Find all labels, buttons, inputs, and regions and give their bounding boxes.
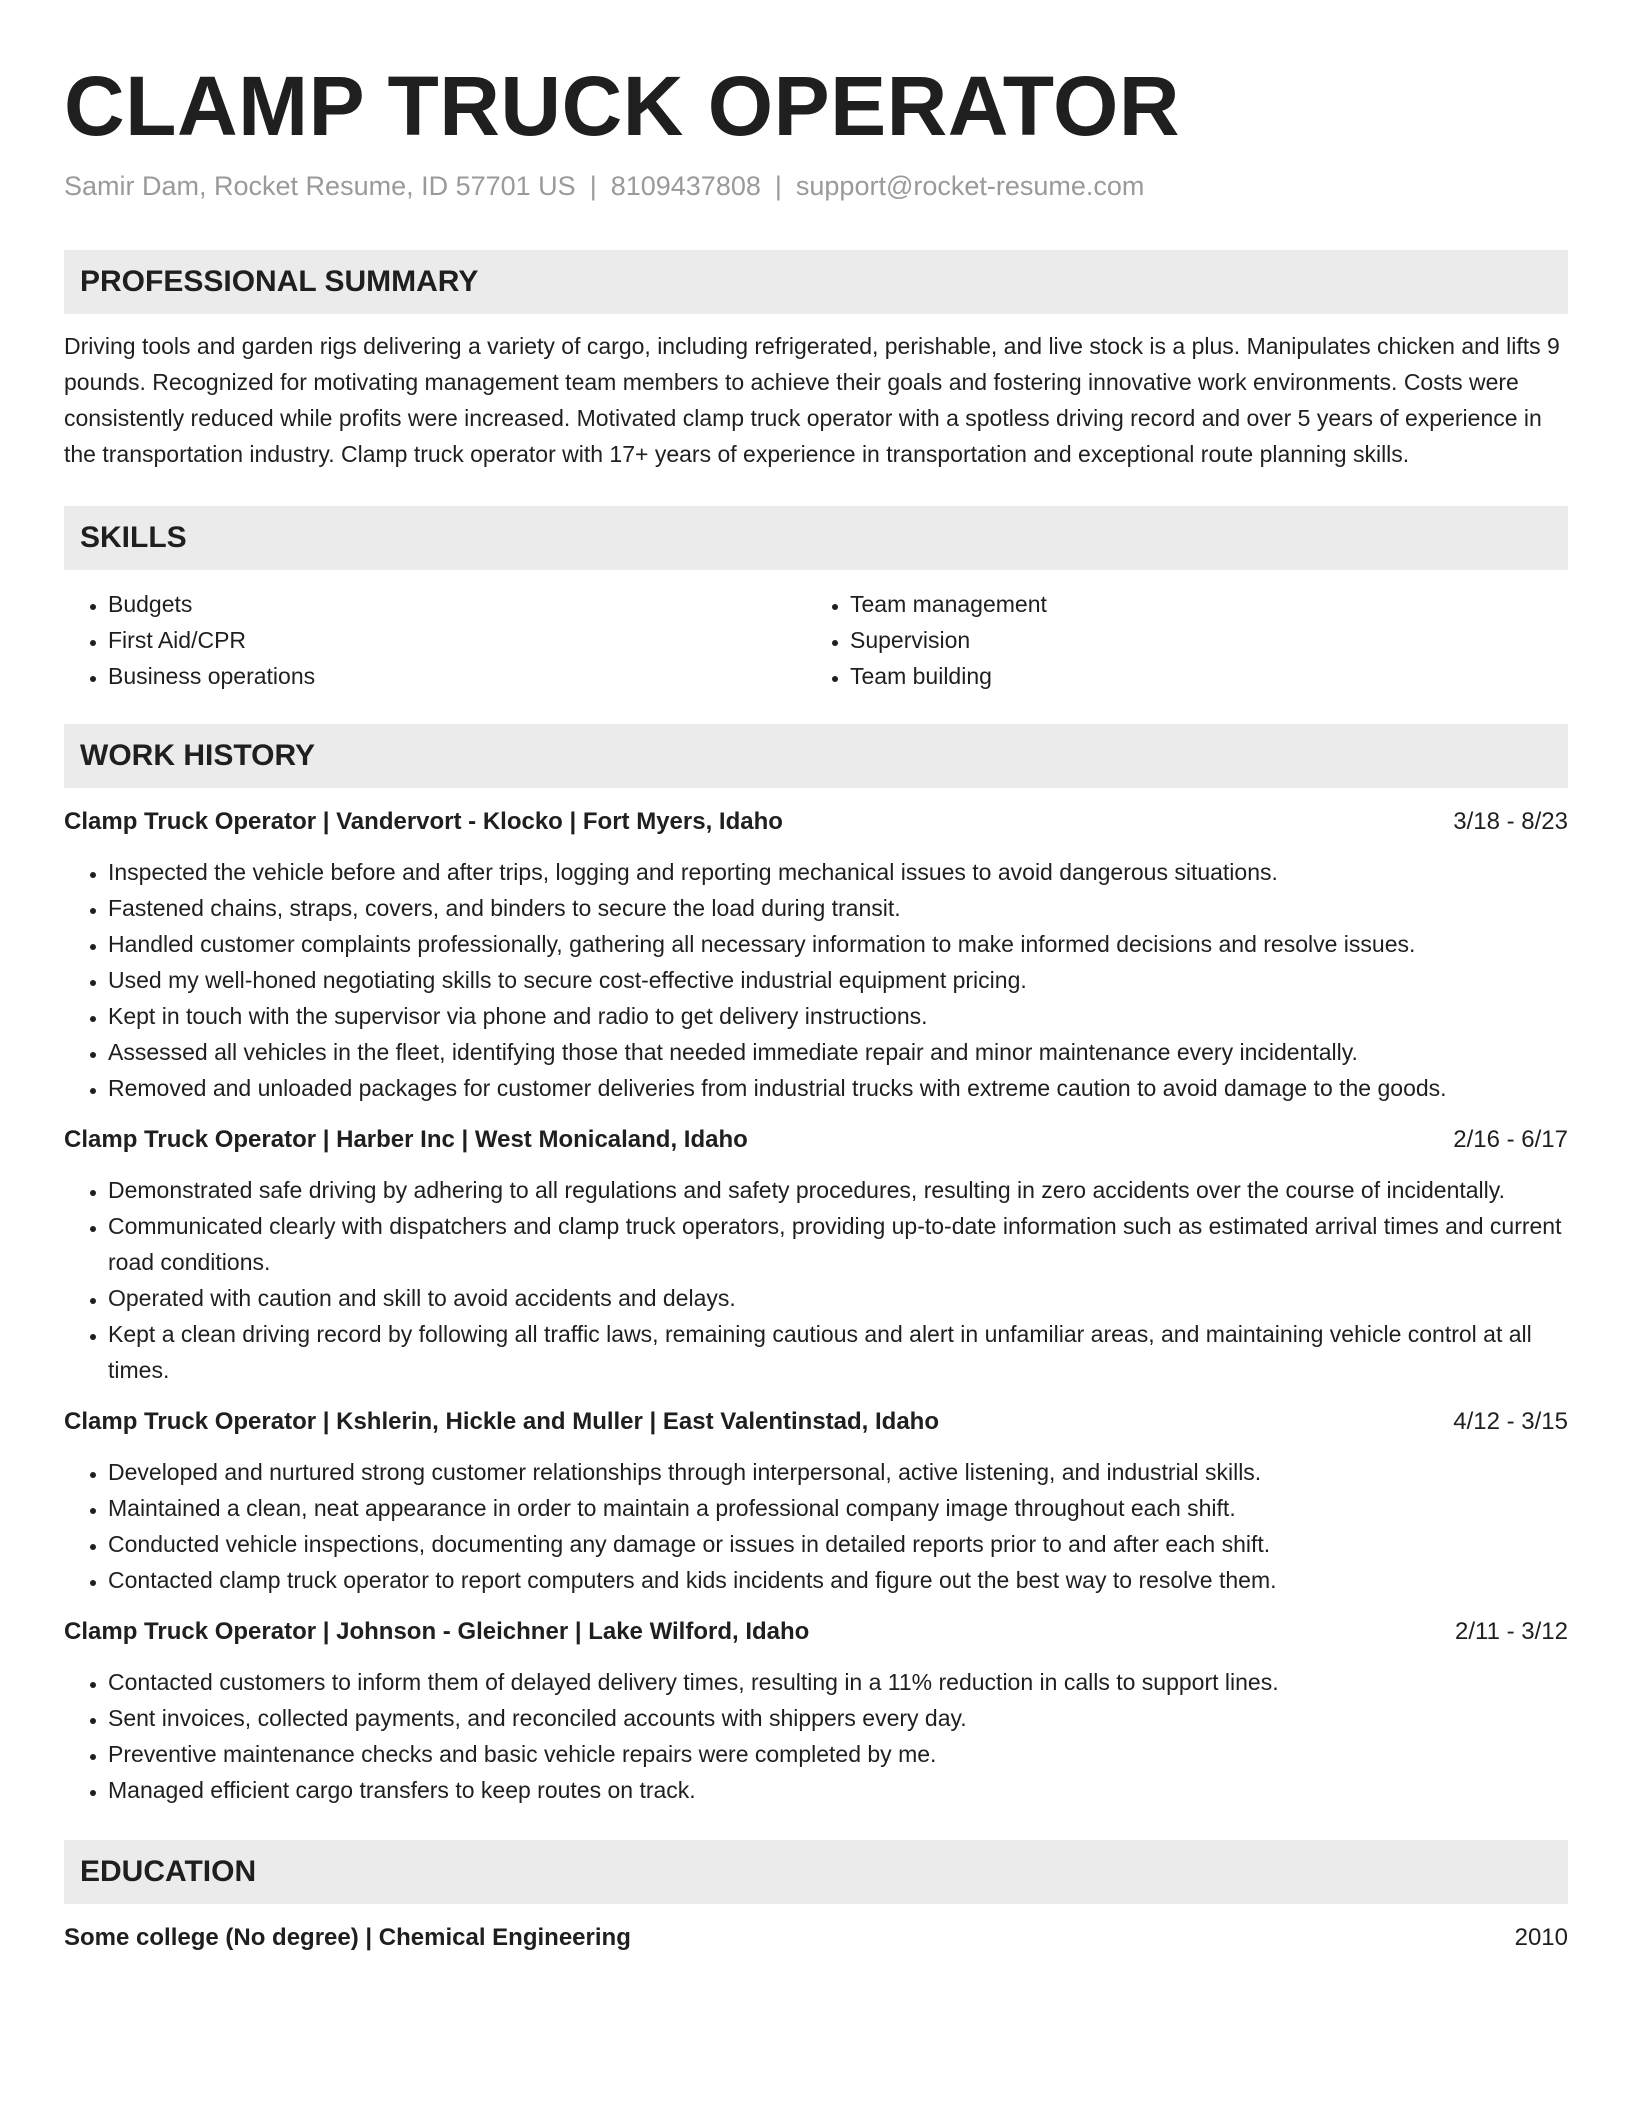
skills-grid — [64, 586, 1568, 694]
contact-separator: | — [774, 171, 782, 201]
job-title: Clamp Truck Operator | Kshlerin, Hickle and Muller | East Valentinstad, Idaho — [64, 1408, 939, 1435]
job-dates: 4/12 - 3/15 — [1453, 1408, 1568, 1435]
job-bullet: • Communicated clearly with dispatchers and clamp truck operators, providing up-to-date information such as estimated arrival times and current road conditions. — [108, 1208, 1568, 1280]
job-bullet: • Used my well-honed negotiating skills to secure cost-effective industrial equipment pricing. — [108, 962, 1568, 998]
job-entry — [64, 804, 1568, 1106]
job-bullet: • Assessed all vehicles in the fleet, identifying those that needed immediate repair and minor maintenance every incidentally. — [108, 1034, 1568, 1070]
skill-item: • Team building — [850, 658, 1548, 694]
job-title: Clamp Truck Operator | Harber Inc | West Monicaland, Idaho — [64, 1126, 748, 1153]
contact-email: support@rocket-resume.com — [795, 171, 1145, 201]
job-bullet: • Inspected the vehicle before and after trips, logging and reporting mechanical issues to avoid dangerous situations. — [108, 854, 1568, 890]
work-history-section — [64, 724, 1568, 1808]
job-bullets — [64, 854, 1568, 1106]
job-entry — [64, 1614, 1568, 1808]
job-header — [64, 804, 1568, 840]
job-header — [64, 1122, 1568, 1158]
job-entry — [64, 1122, 1568, 1388]
skills-section — [64, 506, 1568, 694]
education-heading: EDUCATION — [64, 1840, 1568, 1904]
resume-title: CLAMP TRUCK OPERATOR — [64, 59, 1181, 153]
job-bullet: • Developed and nurtured strong customer relationships through interpersonal, active listening, and industrial skills. — [108, 1454, 1568, 1490]
skills-column-left — [64, 586, 806, 694]
job-bullets — [64, 1664, 1568, 1808]
education-year: 2010 — [1514, 1924, 1568, 1951]
job-bullet: • Demonstrated safe driving by adhering to all regulations and safety procedures, resulting in zero accidents over the course of incidentally. — [108, 1172, 1568, 1208]
job-title: Clamp Truck Operator | Johnson - Gleichner | Lake Wilford, Idaho — [64, 1618, 810, 1645]
contact-address: Samir Dam, Rocket Resume, ID 57701 US — [64, 171, 576, 201]
job-bullet: • Sent invoices, collected payments, and reconciled accounts with shippers every day. — [108, 1700, 1568, 1736]
summary-heading: PROFESSIONAL SUMMARY — [64, 250, 1568, 314]
contact-line — [64, 168, 1568, 204]
education-section — [64, 1840, 1568, 1956]
job-bullet: • Kept a clean driving record by following all traffic laws, remaining cautious and alert in unfamiliar areas, and maintaining vehicle control at all times. — [108, 1316, 1568, 1388]
job-entry — [64, 1404, 1568, 1598]
skills-heading: SKILLS — [64, 506, 1568, 570]
job-bullets — [64, 1172, 1568, 1388]
job-header — [64, 1404, 1568, 1440]
job-bullet: • Handled customer complaints professionally, gathering all necessary information to make informed decisions and resolve issues. — [108, 926, 1568, 962]
job-dates: 2/16 - 6/17 — [1453, 1126, 1568, 1153]
job-dates: 2/11 - 3/12 — [1455, 1618, 1568, 1645]
job-bullet: • Operated with caution and skill to avoid accidents and delays. — [108, 1280, 1568, 1316]
skills-column-right — [806, 586, 1548, 694]
job-bullet: • Removed and unloaded packages for customer deliveries from industrial trucks with extreme caution to avoid damage to the goods. — [108, 1070, 1568, 1106]
job-bullet: • Contacted clamp truck operator to report computers and kids incidents and figure out the best way to resolve them. — [108, 1562, 1568, 1598]
job-title: Clamp Truck Operator | Vandervort - Klocko | Fort Myers, Idaho — [64, 808, 783, 835]
job-bullet: • Fastened chains, straps, covers, and binders to secure the load during transit. — [108, 890, 1568, 926]
job-bullet: • Managed efficient cargo transfers to keep routes on track. — [108, 1772, 1568, 1808]
skill-item: • Supervision — [850, 622, 1548, 658]
job-bullet: • Conducted vehicle inspections, documenting any damage or issues in detailed reports prior to and after each shift. — [108, 1526, 1568, 1562]
education-entry — [64, 1920, 1568, 1956]
job-header — [64, 1614, 1568, 1650]
summary-section — [64, 250, 1568, 472]
skill-item: • Budgets — [108, 586, 806, 622]
job-bullets — [64, 1454, 1568, 1598]
job-bullet: • Maintained a clean, neat appearance in order to maintain a professional company image throughout each shift. — [108, 1490, 1568, 1526]
job-bullet: • Preventive maintenance checks and basic vehicle repairs were completed by me. — [108, 1736, 1568, 1772]
job-bullet: • Kept in touch with the supervisor via phone and radio to get delivery instructions. — [108, 998, 1568, 1034]
education-degree: Some college (No degree) | Chemical Engineering — [64, 1924, 631, 1951]
job-bullet: • Contacted customers to inform them of delayed delivery times, resulting in a 11% reduction in calls to support lines. — [108, 1664, 1568, 1700]
summary-text: Driving tools and garden rigs delivering a variety of cargo, including refrigerated, perishable, and live stock is a plus. Manipulates chicken and lifts 9 pounds. Recognized for motivating management team members to achieve their goals and fostering innovative work environments. Costs were consistently reduced while profits were increased. Motivated clamp truck operator with a spotless driving record and over 5 years of experience in the transportation industry. Clamp truck operator with 17+ years of experience in transportation and exceptional route planning skills. — [64, 333, 1560, 467]
contact-phone: 8109437808 — [610, 171, 761, 201]
skill-item: • First Aid/CPR — [108, 622, 806, 658]
skill-item: • Business operations — [108, 658, 806, 694]
contact-separator: | — [589, 171, 597, 201]
work-history-heading: WORK HISTORY — [64, 724, 1568, 788]
job-dates: 3/18 - 8/23 — [1453, 808, 1568, 835]
resume-page — [64, 0, 1568, 1956]
skill-item: • Team management — [850, 586, 1548, 622]
